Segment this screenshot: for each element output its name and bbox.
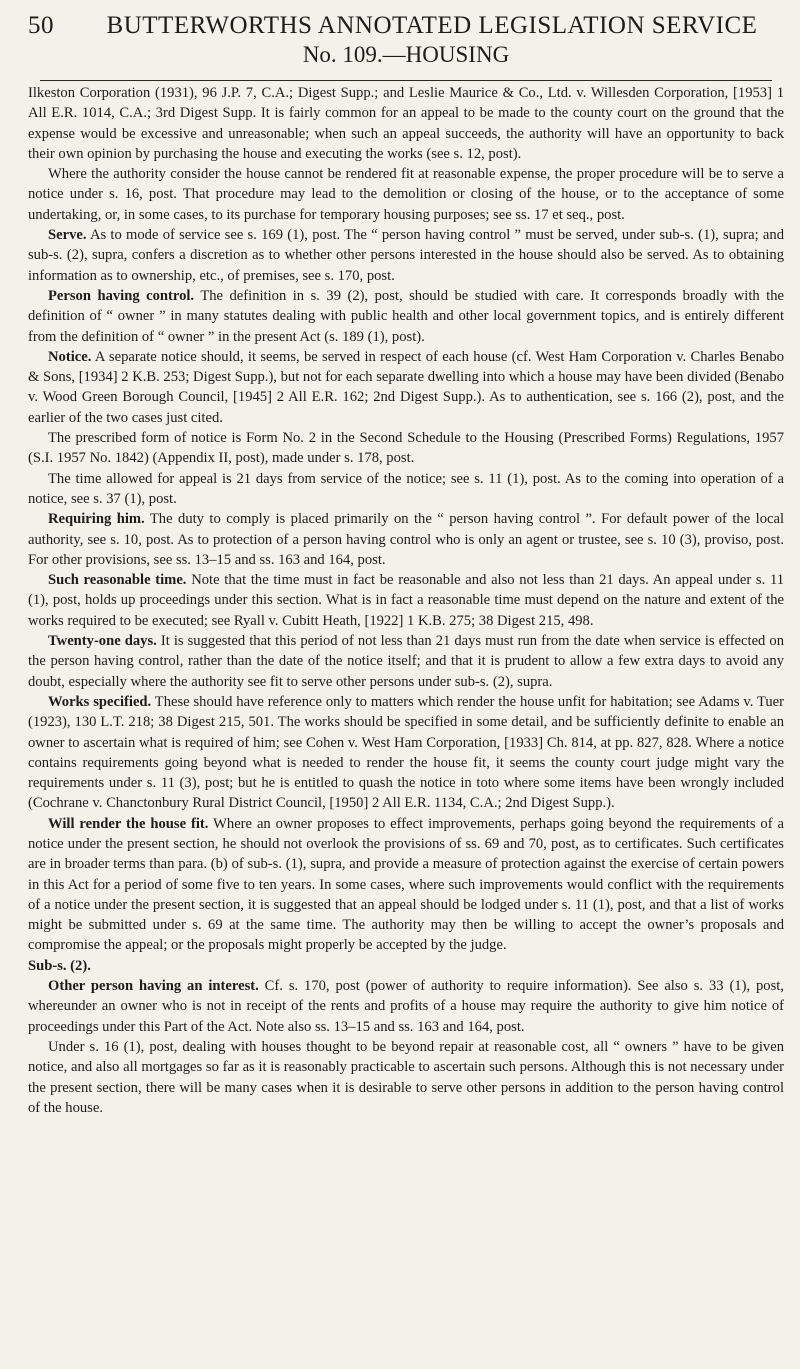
paragraph [28,347,784,428]
paragraph [28,570,784,631]
paragraph [28,428,784,469]
paragraph [28,225,784,286]
paragraph [28,814,784,956]
paragraph [28,286,784,347]
paragraph-text: Where the authority consider the house cannot be rendered fit at reasonable expense, the proper procedure will be to serve a notice under s. 16, post. That procedure may lead to the demolition or closing of the house, or to the acceptance of some undertaking, or, in some cases, to its purchase for temporary housing purposes; see ss. 17 et seq., post. [28,166,784,223]
paragraph-text: Note that the time must in fact be reasonable and also not less than 21 days. An appeal under s. 11 (1), post, holds up proceedings under this section. What is in fact a reasonable time must depend on the nature and extent of the works required to be executed; see Ryall v. Cubitt Heath, [1922] 1 K.B. 275; 38 Digest 215, 498. [28,572,785,629]
paragraph-text: The prescribed form of notice is Form No. 2 in the Second Schedule to the Housing (Prescribed Forms) Regulations, 1957 (S.I. 1957 No. 1842) (Appendix II, post), made under s. 178, post. [28,430,784,467]
section-subtitle: No. 109.—HOUSING [302,42,510,67]
paragraph-heading: Other person having an interest. [48,978,259,995]
paragraph-text: A separate notice should, it seems, be served in respect of each house (cf. West Ham Corporation v. Charles Benabo & Sons, [1934] 2 K.B. 253; Digest Supp.), but not for each separate dwelling into which a house may have been divided (Benabo v. Wood Green Borough Council, [1945] 2 All E.R. 162; 2nd Digest Supp.). As to authentication, see s. 166 (2), post, and the earlier of the two cases just cited. [28,348,785,426]
publication-title: BUTTERWORTHS ANNOTATED LEGISLATION SERVICE [106,12,758,39]
paragraph [28,1037,784,1118]
paragraph-heading: Requiring him. [48,511,145,528]
paragraph-heading: Notice. [48,348,92,365]
paragraph-text: The duty to comply is placed primarily on the “ person having control ”. For default power of the local authority, see s. 10, post. As to protection of a person having control who is only an agent or trustee, see s. 10 (3), proviso, post. For other provisions, see ss. 13–15 and ss. 163 and 164, post. [28,511,784,568]
paragraph-text: Cf. s. 170, post (power of authority to require information). See also s. 33 (1), post, whereunder an owner who is not in receipt of the rents and profits of a house may require the authority to give him notice of proceedings under this Part of the Act. Note also ss. 13–15 and ss. 163 and 164, post. [28,978,784,1035]
paragraph-text: Ilkeston Corporation (1931), 96 J.P. 7, C.A.; Digest Supp.; and Leslie Maurice & Co., Ltd. v. Willesden Corporation, [1953] 1 All E.R. 1014, C.A.; 3rd Digest Supp. It is fairly common for an appeal to be made to the county court on the ground that the expense would be excessive and unreasonable; when such an appeal succeeds, the authority will have an opportunity to back their own opinion by purchasing the house and executing the works (see s. 12, post). [28,85,784,162]
paragraph-heading: Serve. [48,227,87,244]
paragraph [28,83,784,164]
paragraph [28,469,784,510]
paragraph-text: As to mode of service see s. 169 (1), post. The “ person having control ” must be served, under sub-s. (1), supra; and sub-s. (2), supra, confers a discretion as to whether other persons interested in the house should also be served. As to obtaining information as to ownership, etc., of premises, see s. 170, post. [28,227,784,284]
page-number: 50 [28,12,54,39]
paragraph-text: Under s. 16 (1), post, dealing with houses thought to be beyond repair at reasonable cost, all “ owners ” have to be given notice, and also all mortgages so far as it is reasonably practicable to ascertain such persons. Although this is not necessary under the present section, there will be many cases when it is desirable to serve other persons in addition to the person having control of the house. [28,1038,784,1116]
paragraph-heading: Will render the house fit. [48,815,209,832]
paragraph-text: It is suggested that this period of not less than 21 days must run from the date when service is effected on the person having control, rather than the date of the notice itself; and that it is prudent to allow a few extra days to avoid any doubt, especially where the authority see fit to serve other persons under sub-s. (2), supra. [28,633,784,690]
paragraph-heading: Twenty-one days. [48,633,157,650]
paragraph [28,509,784,570]
paragraph-text: The definition in s. 39 (2), post, should be studied with care. It corresponds broadly with the definition of “ owner ” in many statutes dealing with public health and other local government topics, and is entirely different from the definition of “ owner ” in the present Act (s. 189 (1), post). [28,287,785,345]
paragraph [28,164,784,225]
paragraph [28,631,784,692]
paragraph-heading: Works specified. [48,693,152,710]
paragraph [28,976,784,1037]
paragraph-text: The time allowed for appeal is 21 days from service of the notice; see s. 11 (1), post. As to the coming into operation of a notice, see s. 37 (1), post. [28,470,784,507]
running-header [28,12,784,40]
annotation-body [28,83,784,1118]
paragraph-text: Where an owner proposes to effect improvements, perhaps going beyond the requirements of a notice under the present section, he should not overlook the provisions of ss. 69 and 70, post, as to certificates. Such certificates are in broader terms than para. (b) of sub-s. (1), supra, and provide a measure of protection against the exercise of certain powers in this Act for a period of some five to ten years. In some cases, where such improvements would conflict with the requirements of a notice under the present section, it is suggested that an appeal should be lodged under s. 11 (1), post, and that a list of works might be submitted under s. 69 at the same time. The authority may then be willing to accept the owner’s proposals and compromise the appeal; or the proposals might properly be accepted by the judge. [28,815,785,954]
header-rule [40,80,772,81]
paragraph-heading: Such reasonable time. [48,572,187,589]
paragraph [28,692,784,814]
paragraph-heading: Person having control. [48,287,195,304]
subsection-heading: Sub-s. (2). [28,957,91,974]
paragraph-text: These should have reference only to matters which render the house unfit for habitation; see Adams v. Tuer (1923), 130 L.T. 218; 38 Digest 215, 501. The works should be specified in some detail, and be sufficiently definite to enable an owner to ascertain what is required of him; see Cohen v. West Ham Corporation, [1933] Ch. 814, at pp. 827, 828. Where a notice contains requirements going beyond what is needed to render the house fit, it seems the county court judge might vary the requirements under s. 11 (3), post; but he is entitled to quash the notice in toto where some items have been wrongly included (Cochrane v. Chanctonbury Rural District Council, [1950] 2 All E.R. 1134, C.A.; 2nd Digest Supp.). [28,693,785,812]
